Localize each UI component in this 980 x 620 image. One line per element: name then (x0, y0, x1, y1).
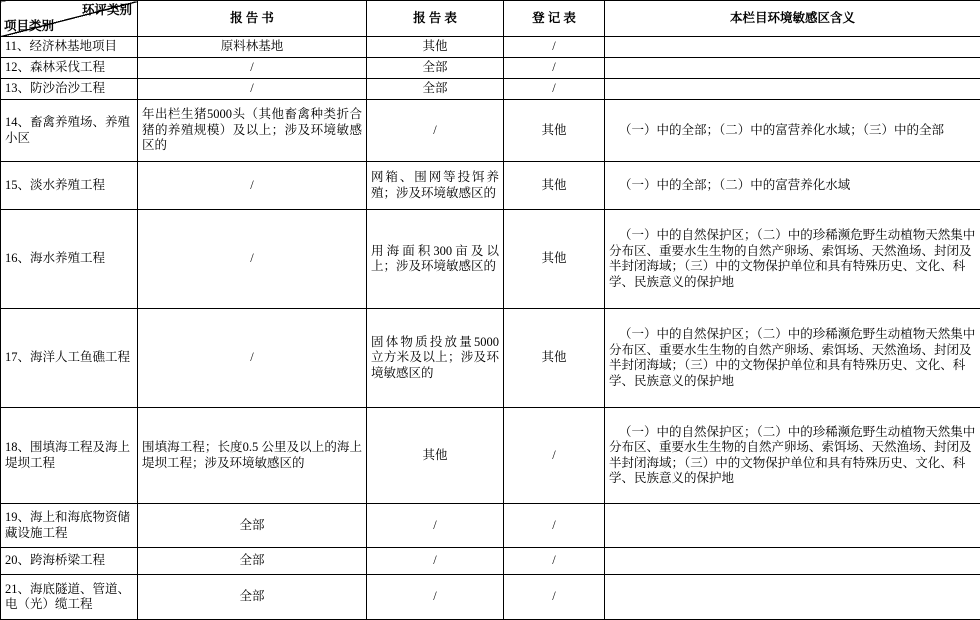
table-row (1, 309, 980, 408)
cell-meaning (605, 575, 980, 620)
cell-registration-form: / (504, 548, 605, 575)
cell-meaning-text: （一）中的自然保护区；（二）中的珍稀濒危野生动植物天然集中分布区、重要水生生物的自然产卵场、索饵场、天然渔场、封闭及半封闭海域；（三）中的文物保护单位和具有特殊历史、文化、科学、民族意义的保护地 (609, 327, 976, 389)
cell-category: 16、海水养殖工程 (1, 210, 138, 309)
cell-registration-form: 其他 (504, 210, 605, 309)
cell-meaning (605, 408, 980, 504)
cell-category: 20、跨海桥梁工程 (1, 548, 138, 575)
cell-meaning (605, 37, 980, 58)
table-row (1, 548, 980, 575)
cell-report-form: 用海面积300亩及以上；涉及环境敏感区的 (367, 210, 504, 309)
table-row (1, 210, 980, 309)
cell-meaning (605, 548, 980, 575)
cell-report-form: / (367, 548, 504, 575)
cell-registration-form: / (504, 504, 605, 548)
table-row (1, 408, 980, 504)
cell-category: 11、经济林基地项目 (1, 37, 138, 58)
cell-meaning-text: （一）中的全部；（二）中的富营养化水域 (609, 178, 976, 194)
cell-meaning-text: （一）中的自然保护区；（二）中的珍稀濒危野生动植物天然集中分布区、重要水生生物的自然产卵场、索饵场、天然渔场、封闭及半封闭海域；（三）中的文物保护单位和具有特殊历史、文化、科学、民族意义的保护地 (609, 228, 976, 290)
cell-meaning (605, 162, 980, 210)
cell-category: 17、海洋人工鱼礁工程 (1, 309, 138, 408)
cell-report-book: 全部 (138, 575, 367, 620)
cell-report-form: / (367, 575, 504, 620)
cell-category: 14、畜禽养殖场、养殖小区 (1, 100, 138, 162)
cell-registration-form: 其他 (504, 162, 605, 210)
cell-report-book: 原料林基地 (138, 37, 367, 58)
cell-registration-form: / (504, 575, 605, 620)
cell-registration-form: 其他 (504, 100, 605, 162)
cell-category: 18、围填海工程及海上堤坝工程 (1, 408, 138, 504)
cell-registration-form: 其他 (504, 309, 605, 408)
cell-report-book: 围填海工程；长度0.5 公里及以上的海上堤坝工程；涉及环境敏感区的 (138, 408, 367, 504)
cell-meaning (605, 79, 980, 100)
cell-report-book: 全部 (138, 504, 367, 548)
cell-meaning (605, 504, 980, 548)
cell-category: 13、防沙治沙工程 (1, 79, 138, 100)
diagonal-header-bottom-label: 项目类别 (4, 19, 54, 35)
cell-meaning-text: （一）中的全部；（二）中的富营养化水域；（三）中的全部 (609, 123, 976, 139)
diagonal-header-top-label: 环评类别 (82, 3, 132, 19)
header-row (1, 1, 980, 37)
cell-meaning (605, 309, 980, 408)
cell-report-form: / (367, 504, 504, 548)
column-header-meaning: 本栏目环境敏感区含义 (605, 1, 980, 37)
cell-report-book: 年出栏生猪5000头（其他畜禽种类折合猪的养殖规模）及以上；涉及环境敏感区的 (138, 100, 367, 162)
cell-category: 15、淡水养殖工程 (1, 162, 138, 210)
cell-category: 19、海上和海底物资储藏设施工程 (1, 504, 138, 548)
cell-report-form: 网箱、围网等投饵养殖；涉及环境敏感区的 (367, 162, 504, 210)
column-header-report-book: 报 告 书 (138, 1, 367, 37)
cell-report-form: 全部 (367, 79, 504, 100)
cell-meaning (605, 100, 980, 162)
table-row (1, 504, 980, 548)
table-row (1, 575, 980, 620)
cell-report-book: / (138, 210, 367, 309)
table-row (1, 100, 980, 162)
cell-report-form: / (367, 100, 504, 162)
cell-registration-form: / (504, 408, 605, 504)
cell-meaning (605, 58, 980, 79)
cell-meaning (605, 210, 980, 309)
cell-report-book: / (138, 162, 367, 210)
table-row (1, 37, 980, 58)
cell-report-form: 全部 (367, 58, 504, 79)
cell-registration-form: / (504, 79, 605, 100)
cell-report-book: / (138, 58, 367, 79)
column-header-registration-form: 登 记 表 (504, 1, 605, 37)
cell-meaning-text: （一）中的自然保护区；（二）中的珍稀濒危野生动植物天然集中分布区、重要水生生物的自然产卵场、索饵场、天然渔场、封闭及半封闭海域；（三）中的文物保护单位和具有特殊历史、文化、科学、民族意义的保护地 (609, 425, 976, 487)
table-row (1, 79, 980, 100)
column-header-report-form: 报 告 表 (367, 1, 504, 37)
diagonal-header-cell (1, 1, 138, 37)
cell-category: 12、森林采伐工程 (1, 58, 138, 79)
cell-report-book: 全部 (138, 548, 367, 575)
table-row (1, 58, 980, 79)
cell-registration-form: / (504, 37, 605, 58)
cell-report-book: / (138, 79, 367, 100)
cell-report-form: 固体物质投放量5000 立方米及以上；涉及环境敏感区的 (367, 309, 504, 408)
cell-category: 21、海底隧道、管道、电（光）缆工程 (1, 575, 138, 620)
table-row (1, 162, 980, 210)
cell-report-book: / (138, 309, 367, 408)
cell-report-form: 其他 (367, 37, 504, 58)
cell-registration-form: / (504, 58, 605, 79)
cell-report-form: 其他 (367, 408, 504, 504)
